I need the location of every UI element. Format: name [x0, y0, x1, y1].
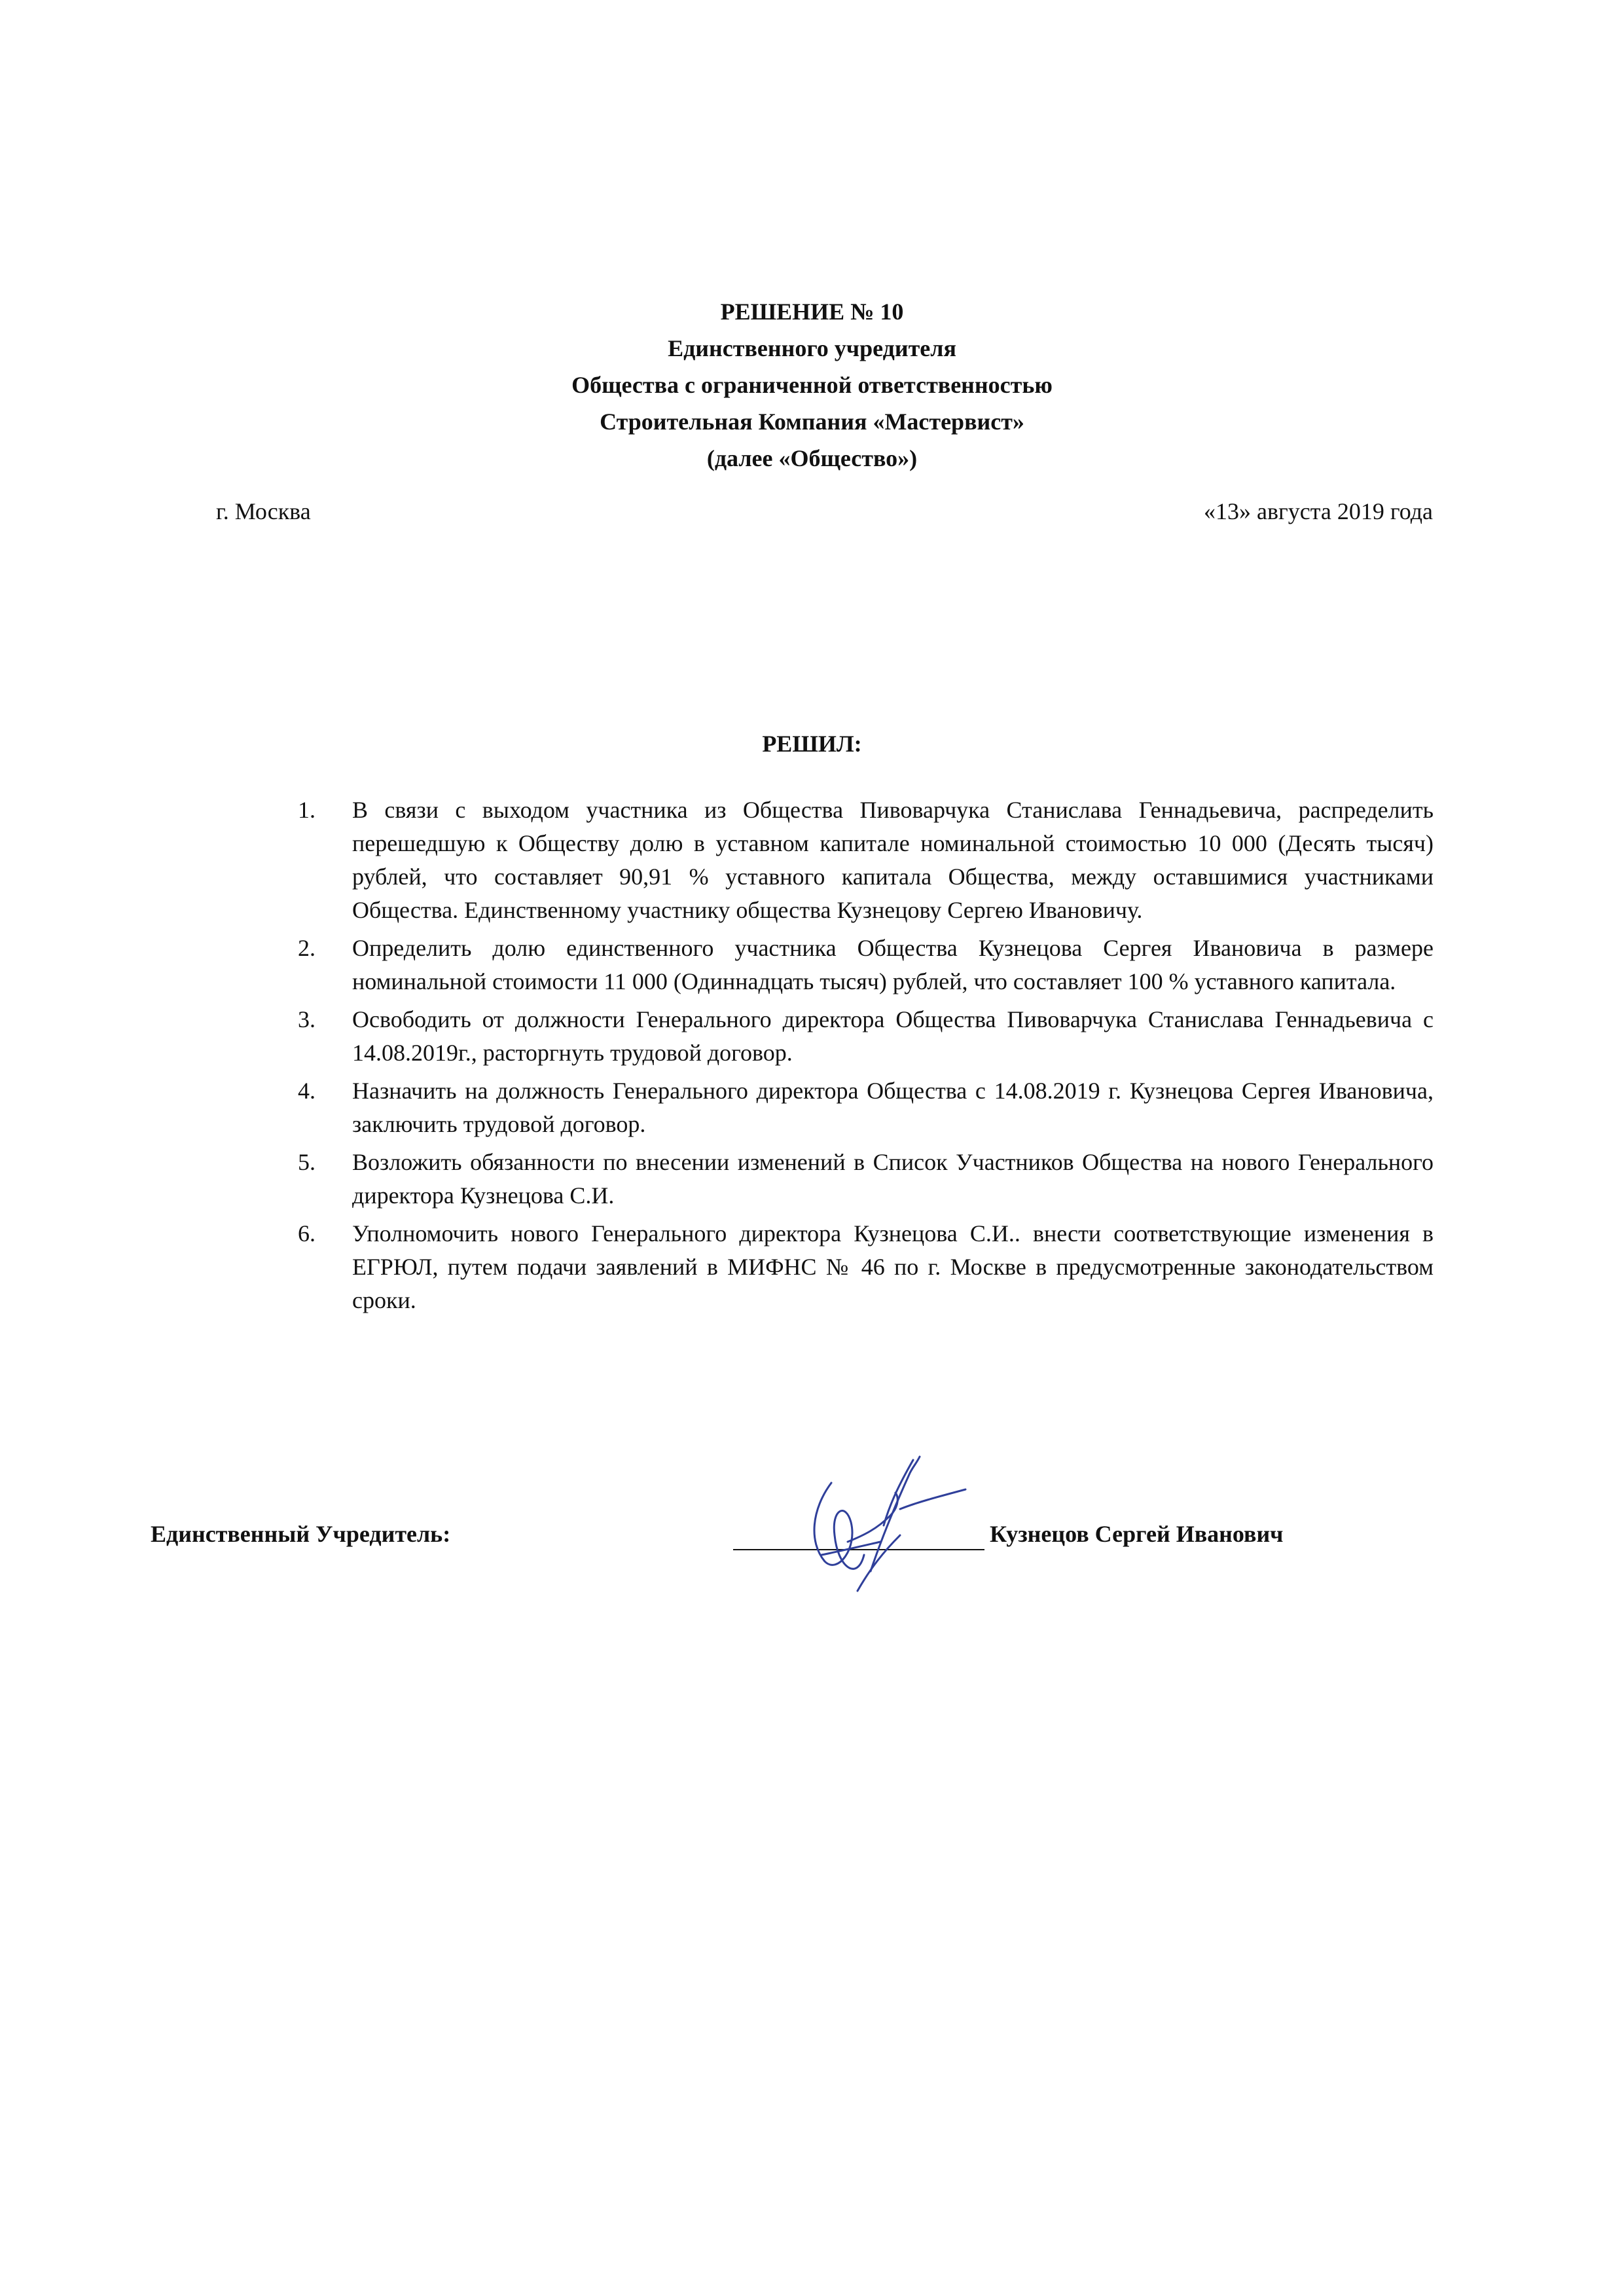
document-header	[0, 293, 1624, 477]
item-number: 5.	[298, 1149, 316, 1175]
company-short-name: (далее «Общество»)	[706, 445, 918, 471]
company-name: Строительная Компания «Мастервист»	[600, 409, 1024, 435]
item-text: Определить долю единственного участника Общества Кузнецова Сергея Ивановича в размере номинальной стоимости 11 000 (Одиннадцать тысяч) рублей, что составляет 100 % уставного капитала.	[352, 935, 1434, 994]
item-number: 1.	[298, 797, 316, 823]
resolution-list	[298, 793, 1434, 1322]
signatory-role: Единственный Учредитель:	[151, 1521, 451, 1547]
item-text: Назначить на должность Генерального директора Общества с 14.08.2019 г. Кузнецова Сергея Ивановича, заключить трудовой договор.	[352, 1078, 1434, 1137]
item-text: В связи с выходом участника из Общества Пивоварчука Станислава Геннадьевича, распределить перешедшую к Обществу долю в уставном капитале номинальной стоимостью 10 000 (Десять тысяч) рублей, что составляет 90,91 % уставного капитала Общества, между оставшимися участниками Общества. Единственному участнику общества Кузнецову Сергею Ивановичу.	[352, 797, 1434, 923]
item-text: Возложить обязанности по внесении изменений в Список Участников Общества на нового Генерального директора Кузнецова С.И.	[352, 1149, 1434, 1209]
resolution-item-4	[298, 1074, 1434, 1141]
document-date: «13» августа 2019 года	[1204, 498, 1433, 524]
item-text: Освободить от должности Генерального директора Общества Пивоварчука Станислава Геннадьевича с 14.08.2019г., расторгнуть трудовой договор.	[352, 1006, 1434, 1066]
item-text: Уполномочить нового Генерального директора Кузнецова С.И.. внести соответствующие изменения в ЕГРЮЛ, путем подачи заявлений в МИФНС № 46 по г. Москве в предусмотренные законодательством сроки.	[352, 1220, 1434, 1313]
signatory-name: Кузнецов Сергей Иванович	[990, 1521, 1284, 1547]
resolution-item-1	[298, 793, 1434, 927]
handwritten-signature	[785, 1437, 982, 1620]
resolution-item-6	[298, 1217, 1434, 1317]
city: г. Москва	[216, 498, 311, 524]
decision-title: РЕШЕНИЕ № 10	[720, 299, 904, 325]
decision-subtitle: Единственного учредителя	[668, 335, 956, 361]
resolution-item-5	[298, 1146, 1434, 1212]
item-number: 4.	[298, 1078, 316, 1104]
company-type: Общества с ограниченной ответственностью	[571, 372, 1053, 398]
item-number: 3.	[298, 1006, 316, 1032]
item-number: 2.	[298, 935, 316, 961]
resolved-heading: РЕШИЛ:	[762, 731, 862, 757]
resolution-item-2	[298, 932, 1434, 998]
item-number: 6.	[298, 1220, 316, 1247]
resolution-item-3	[298, 1003, 1434, 1070]
